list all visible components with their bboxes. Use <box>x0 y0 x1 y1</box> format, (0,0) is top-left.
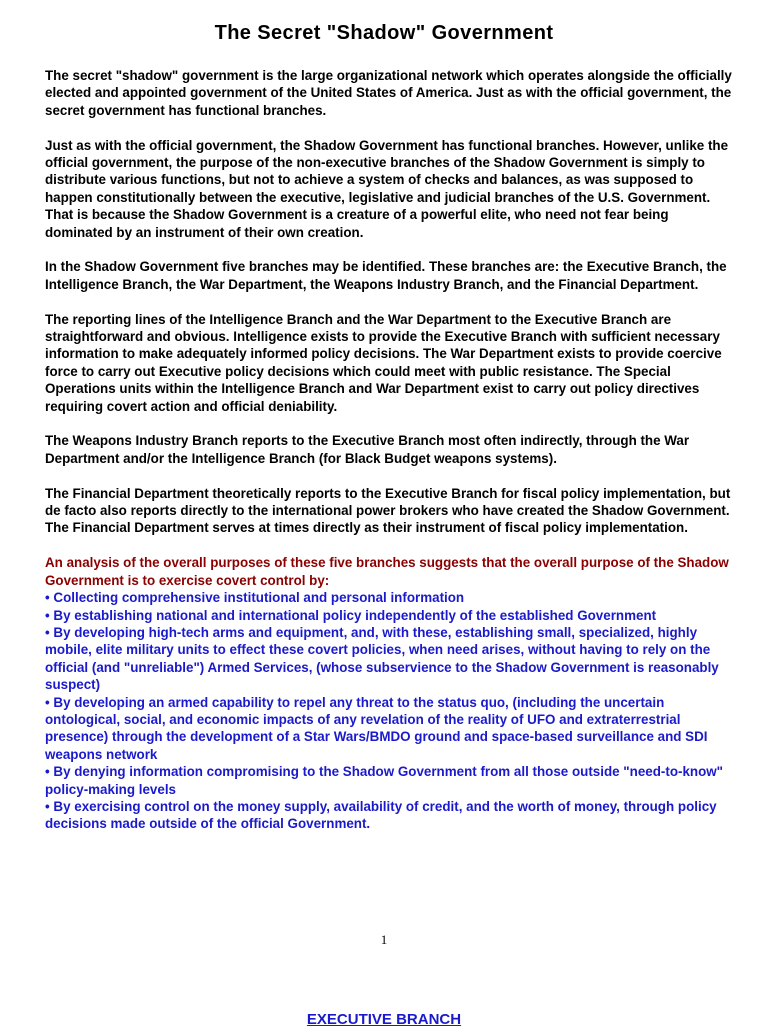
paragraph-reporting-lines: The reporting lines of the Intelligence Branch and the War Department to the Executive Branch are straightforward and obvious. Intelligence exists to provide the Executive Branch with sufficient necessary information to make adequately informed policy decisions. The War Department exists to provide coercive force to carry out Executive policy decisions which could meet with public resistance. The Special Operations units within the Intelligence Branch and War Department exist to carry out policy directives requiring covert action and official deniability. <box>45 311 722 414</box>
paragraph-five-branches: In the Shadow Government five branches may be identified. These branches are: the Executive Branch, the Intelligence Branch, the War Department, the Weapons Industry Branch, and the Financial Department. <box>45 259 727 292</box>
paragraph-functional-branches: Just as with the official government, the Shadow Government has functional branches. However, unlike the official government, the purpose of the non-executive branches of the Shadow Government is simply to distribute various functions, but not to achieve a system of checks and balances, as was supposed to happen constitutionally between the executive, legislative and judicial branches of the U.S. Government. That is because the Shadow Government is a creature of a powerful elite, who need not fear being dominated by an instrument of their own creation. <box>45 137 729 240</box>
bullet-item: • By developing high-tech arms and equipment, and, with these, establishing small, specialized, highly mobile, elite military units to effect these covert policies, when need arises, without having to rely on the official (and "unreliable") Armed Services, (whose subservience to the Shadow Government is reasonably suspect) <box>45 624 719 693</box>
purpose-bullet-list <box>45 589 735 833</box>
executive-branch-heading: EXECUTIVE BRANCH <box>306 1011 462 1028</box>
paragraph-financial-department: The Financial Department theoretically reports to the Executive Branch for fiscal policy implementation, but de facto also reports directly to the international power brokers who have created the Shadow Government. The Financial Department serves at times directly as their instrument of fiscal policy implementation. <box>45 485 731 536</box>
paragraph-weapons-industry: The Weapons Industry Branch reports to the Executive Branch most often indirectly, through the War Department and/or the Intelligence Branch (for Black Budget weapons systems). <box>45 433 690 466</box>
document-body <box>45 67 735 833</box>
bullet-item: • By establishing national and international policy independently of the established Government <box>45 607 657 623</box>
document-title: The Secret "Shadow" Government <box>214 22 554 44</box>
paragraph-intro: The secret "shadow" government is the large organizational network which operates alongside the officially elected and appointed government of the United States of America. Just as with the official government, the secret government has functional branches. <box>45 68 732 118</box>
analysis-lead: An analysis of the overall purposes of these five branches suggests that the overall purpose of the Shadow Government is to exercise covert control by: <box>45 555 729 588</box>
bullet-item: • By denying information compromising to the Shadow Government from all those outside "need-to-know" policy-making levels <box>45 764 724 797</box>
bullet-item: • By developing an armed capability to repel any threat to the status quo, (including the uncertain ontological, social, and economic impacts of any revelation of the reality of UFO and extraterrestrial presence) through the development of a Star Wars/BMDO ground and space-based surveillance and SDI weapons network <box>45 694 708 762</box>
page-number: 1 <box>380 932 388 947</box>
bullet-item: • By exercising control on the money supply, availability of credit, and the worth of money, through policy decisions made outside of the official Government. <box>45 798 717 832</box>
bullet-item: • Collecting comprehensive institutional and personal information <box>45 590 465 606</box>
